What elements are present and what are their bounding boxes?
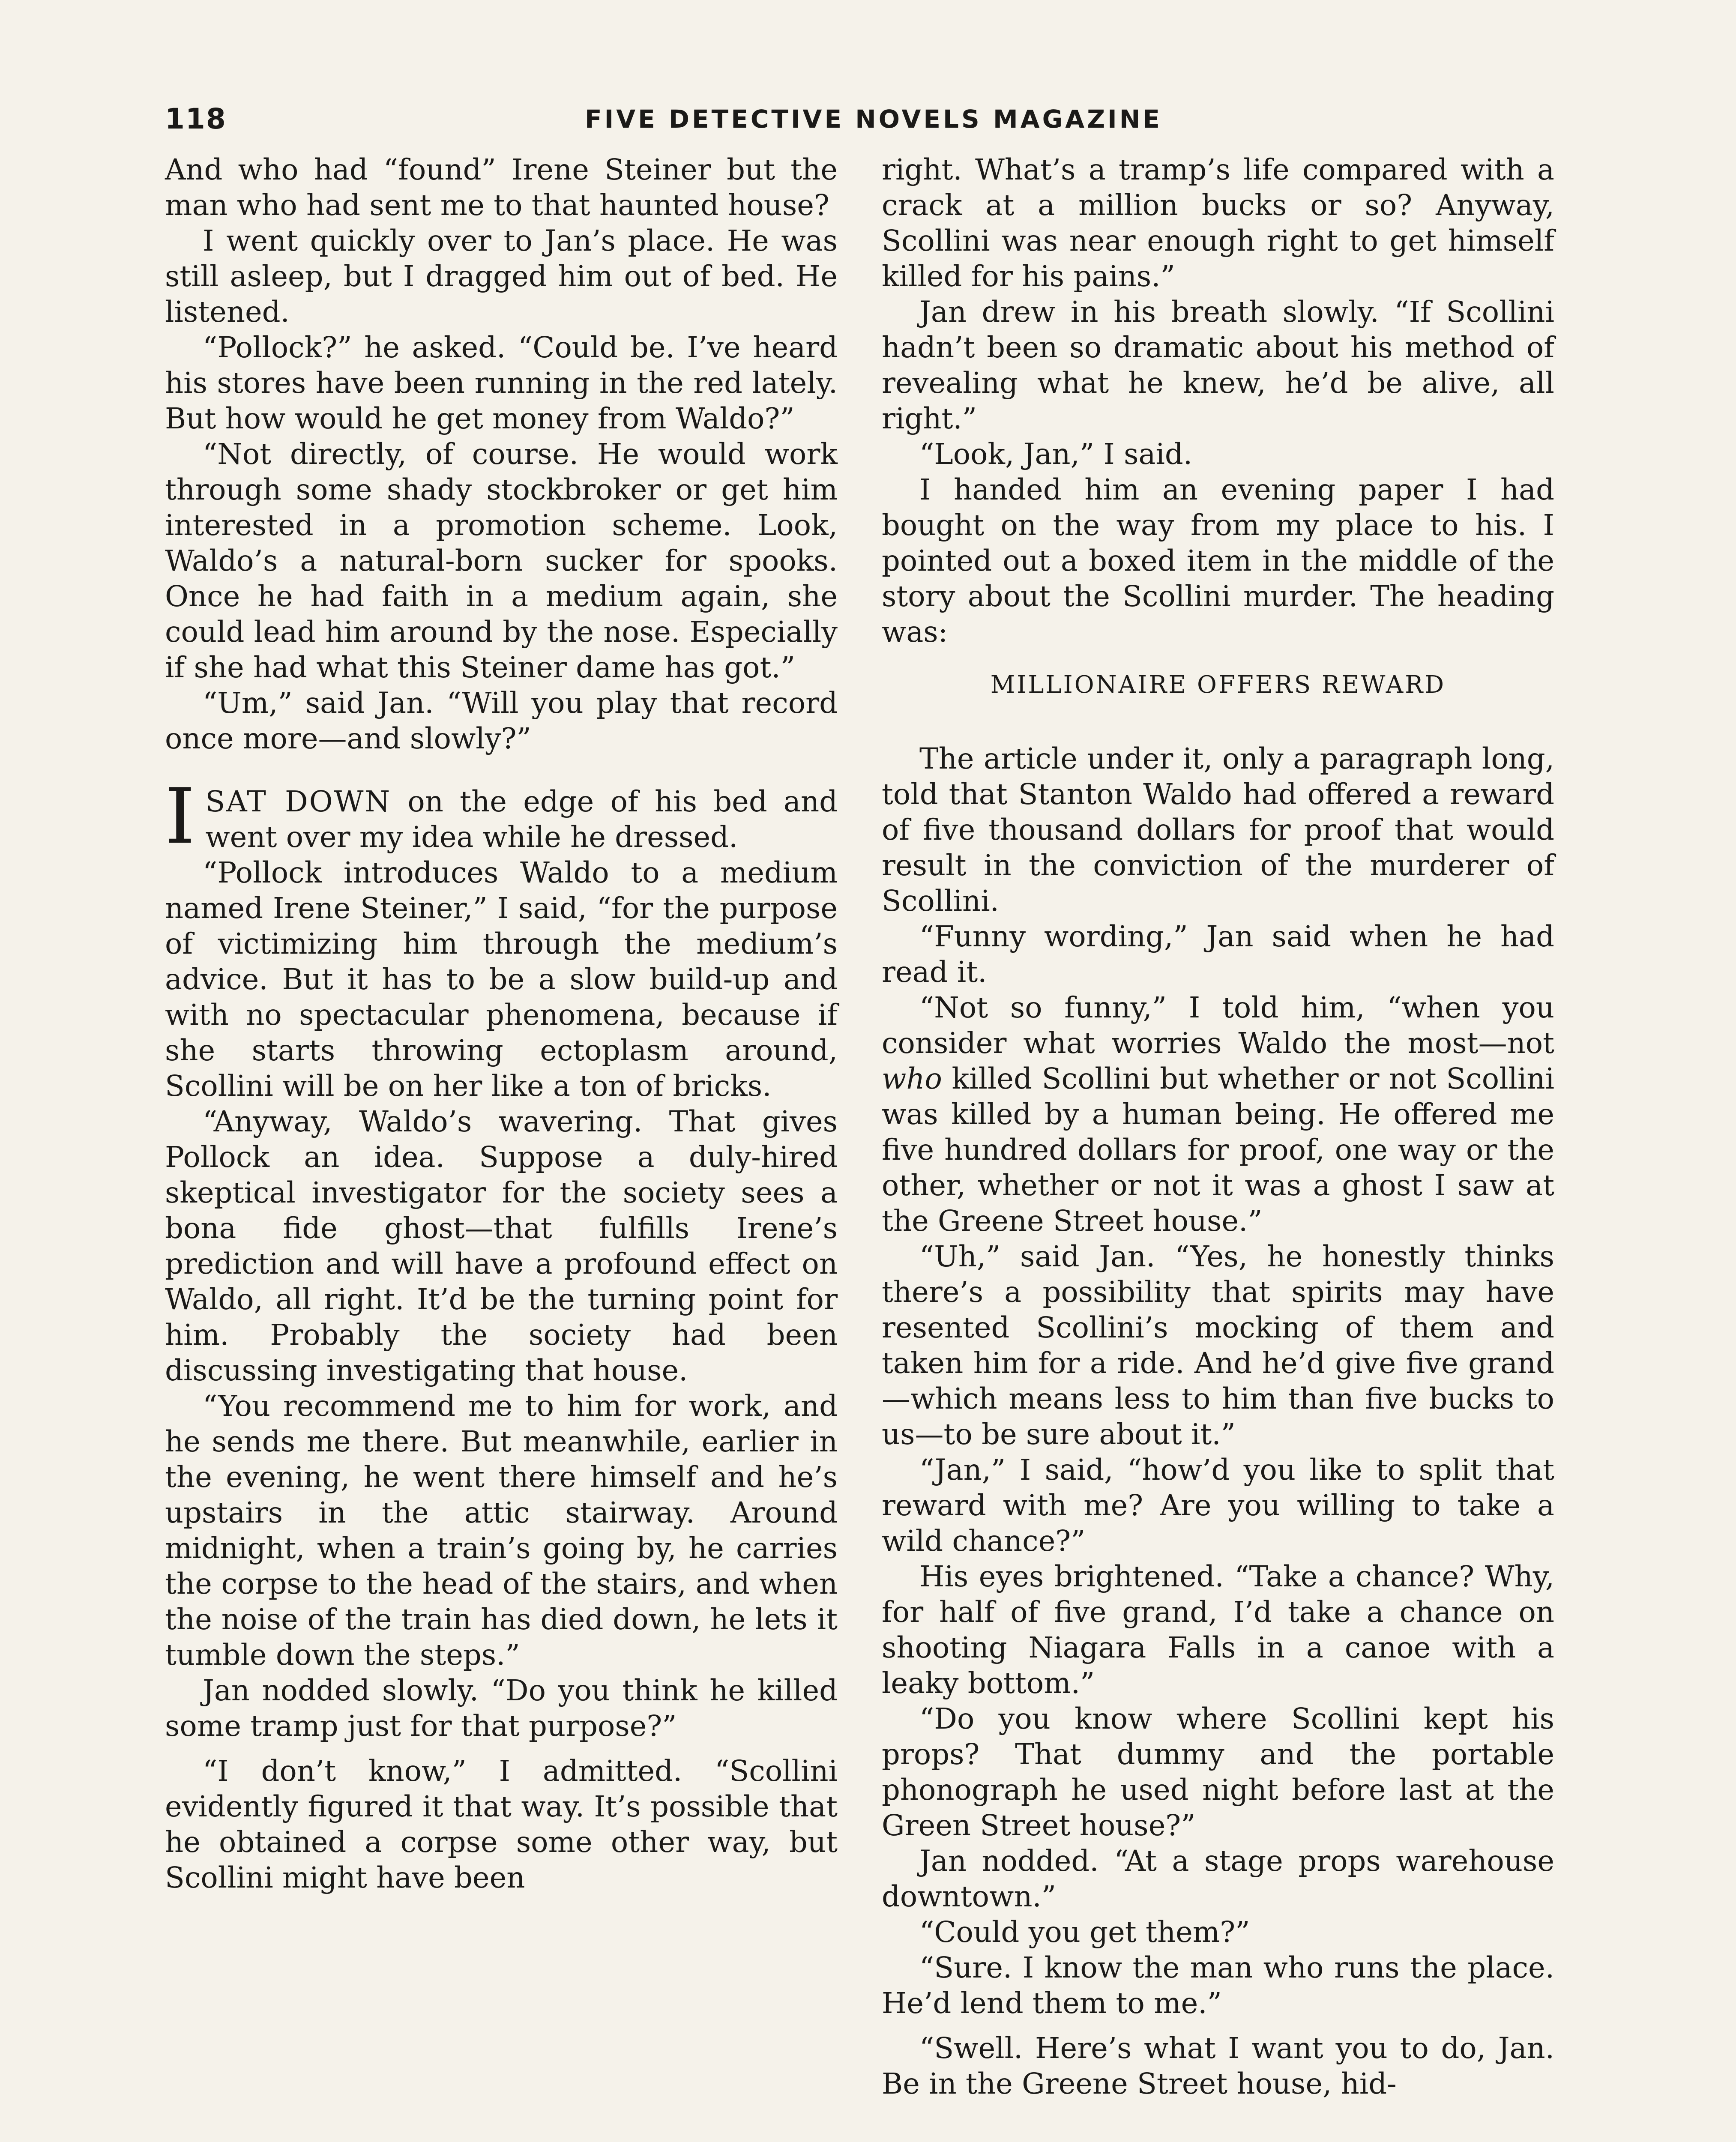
left-column <box>165 152 838 1896</box>
right-column <box>882 152 1554 2102</box>
page-header <box>165 98 1574 141</box>
boxed-item-headline: MILLIONAIRE OFFERS REWARD <box>990 671 1446 699</box>
paragraph: right. What’s a tramp’s life compared with a crack at a million bucks or so? Anyway, Scollini was near enough right to get himself killed for his pains.” <box>882 153 1554 293</box>
paragraph: “Look, Jan,” I said. <box>919 437 1193 471</box>
paragraph-text: on the edge of his bed and went over my idea while he dressed. <box>205 785 838 854</box>
paragraph: I went quickly over to Jan’s place. He was still asleep, but I dragged him out of bed. He listened. <box>165 224 838 329</box>
paragraph-text: “Not so funny,” I told him, “when you consider what worries Waldo the most—not <box>882 991 1554 1060</box>
paragraph-text: killed Scollini but whether or not Scollini was killed by a human being. He offered me five hundred dollars for proof, one way or the other, whether or not it was a ghost I saw at the Greene Street house.” <box>882 1062 1554 1238</box>
paragraph: Jan nodded. “At a stage props warehouse downtown.” <box>882 1844 1554 1913</box>
paragraph: “You recommend me to him for work, and he sends me there. But meanwhile, earlier in the evening, he went there himself and he’s upstairs in the attic stairway. Around midnight, when a train’s going by, he carries the corpse to the head of the stairs, and when the noise of the train has died down, he lets it tumble down the steps.” <box>165 1389 838 1672</box>
lead-in-text: SAT DOWN <box>205 785 392 818</box>
paragraph: “I don’t know,” I admitted. “Scollini evidently figured it that way. It’s possible that he obtained a corpse some other way, but Scollini might have been <box>165 1754 838 1894</box>
paragraph: “Um,” said Jan. “Will you play that record once more—and slowly?” <box>165 686 838 755</box>
paragraph <box>882 990 1554 1239</box>
paragraph: “Do you know where Scollini kept his props? That dummy and the portable phonograph he used night before last at the Green Street house?” <box>882 1702 1554 1842</box>
paragraph: “Sure. I know the man who runs the place. He’d lend them to me.” <box>882 1951 1554 2020</box>
paragraph: “Pollock?” he asked. “Could be. I’ve heard his stores have been running in the red lately. But how would he get money from Waldo?” <box>165 331 838 435</box>
section-start-paragraph <box>165 772 838 861</box>
paragraph: “Jan,” I said, “how’d you like to split that reward with me? Are you willing to take a wild chance?” <box>882 1453 1554 1558</box>
paragraph: Jan nodded slowly. “Do you think he killed some tramp just for that purpose?” <box>165 1674 838 1743</box>
paragraph: “Not directly, of course. He would work through some shady stockbroker or get him interested in a promotion scheme. Look, Waldo’s a natural-born sucker for spooks. Once he had faith in a medium again, she could lead him around by the nose. Especially if she had what this Steiner dame has got.” <box>165 437 838 684</box>
emphasized-word: who <box>882 1062 942 1095</box>
paragraph: His eyes brightened. “Take a chance? Why, for half of five grand, I’d take a chance on shooting Niagara Falls in a canoe with a leaky bottom.” <box>882 1560 1554 1700</box>
paragraph: The article under it, only a paragraph long, told that Stanton Waldo had offered a reward of five thousand dollars for proof that would result in the conviction of the murderer of Scollini. <box>882 742 1554 918</box>
paragraph: “Could you get them?” <box>919 1915 1250 1949</box>
drop-cap: I <box>165 772 195 861</box>
page-number: 118 <box>165 102 227 135</box>
paragraph: “Uh,” said Jan. “Yes, he honestly thinks there’s a possibility that spirits may have resented Scollini’s mocking of them and taken him for a ride. And he’d give five grand—which means less to him than five bucks to us—to be sure about it.” <box>882 1240 1554 1451</box>
magazine-title: FIVE DETECTIVE NOVELS MAGAZINE <box>585 105 1162 134</box>
paragraph: “Anyway, Waldo’s wavering. That gives Pollock an idea. Suppose a duly-hired skeptical investigator for the society sees a bona fide ghost—that fulfills Irene’s prediction and will have a profound effect on Waldo, all right. It’d be the turning point for him. Probably the society had been discussing investigating that house. <box>165 1105 838 1387</box>
paragraph: “Pollock introduces Waldo to a medium named Irene Steiner,” I said, “for the purpose of victimizing him through the medium’s advice. But it has to be a slow build-up and with no spectacular phenomena, because if she starts throwing ectoplasm around, Scollini will be on her like a ton of bricks. <box>165 856 838 1103</box>
paragraph: “Swell. Here’s what I want you to do, Jan. Be in the Greene Street house, hid- <box>882 2031 1554 2100</box>
paragraph: I handed him an evening paper I had bought on the way from my place to his. I pointed out a boxed item in the middle of the story about the Scollini murder. The heading was: <box>882 473 1554 649</box>
paragraph: Jan drew in his breath slowly. “If Scollini hadn’t been so dramatic about his method of revealing what he knew, he’d be alive, all right.” <box>882 295 1554 435</box>
paragraph: “Funny wording,” Jan said when he had read it. <box>882 920 1554 989</box>
paragraph: And who had “found” Irene Steiner but the man who had sent me to that haunted house? <box>165 153 838 222</box>
